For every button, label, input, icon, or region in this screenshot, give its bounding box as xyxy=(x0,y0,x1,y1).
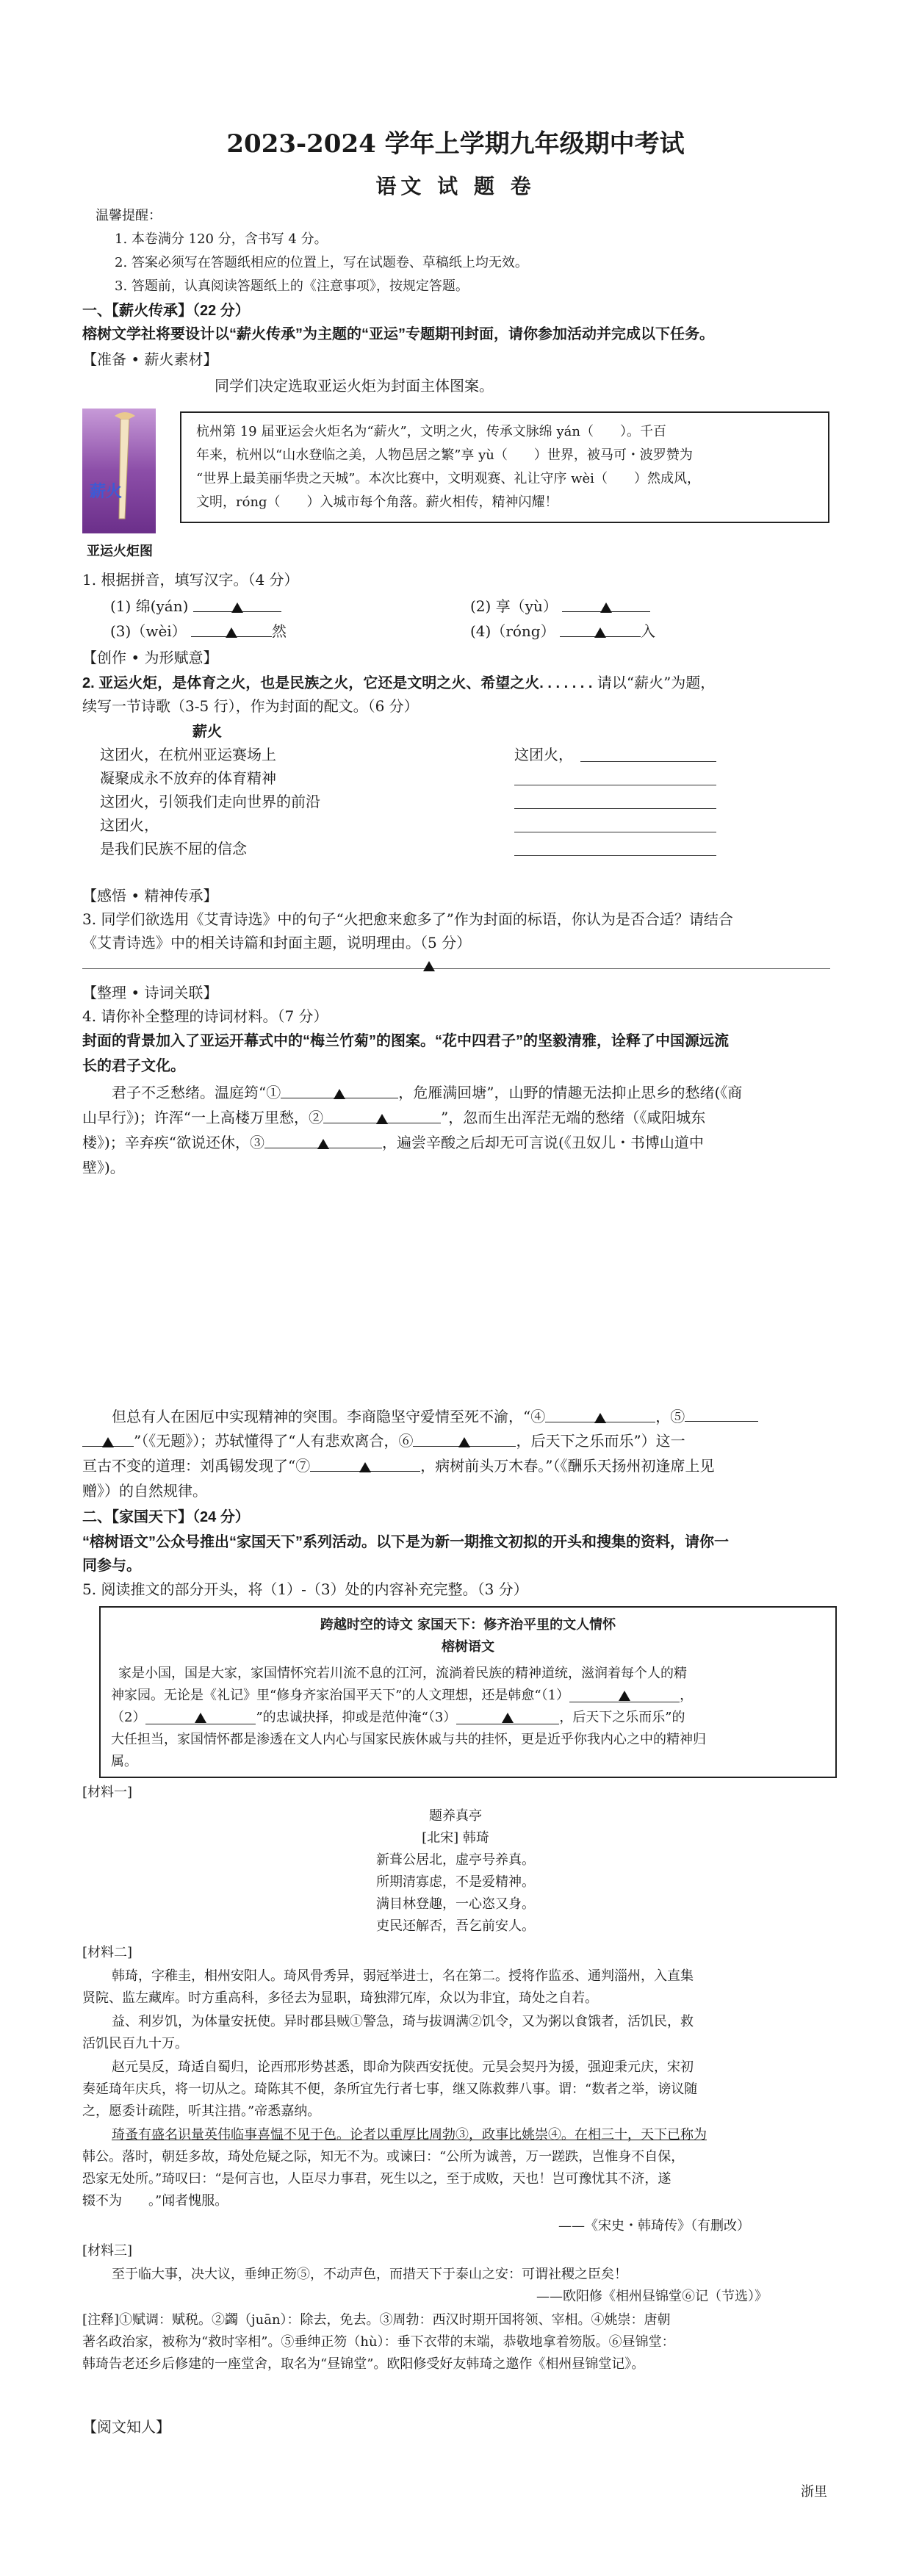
poem-answer-line[interactable] xyxy=(580,761,716,762)
box-line: 杭州第 19 届亚运会火炬名为“薪火”，文明之火，传承文脉绵 yán（ ）。千百 xyxy=(196,424,666,439)
answer-blank[interactable] xyxy=(193,597,281,612)
question-2 xyxy=(82,673,715,693)
material-2-line: 贤院、监左藏库。时方重高科，多径去为显职，琦独滞冗库，众以为非宜，琦处之自若。 xyxy=(82,1990,598,2006)
exam-title: 2023-2024 学年上学期九年级期中考试 xyxy=(226,129,685,159)
text: 君子不乏愁绪。温庭筠“① xyxy=(112,1084,281,1101)
answer-blank[interactable] xyxy=(191,622,272,637)
triangle-icon xyxy=(502,1713,514,1723)
triangle-icon xyxy=(423,958,435,972)
article-line: 大任担当，家国情怀都是渗透在文人内心与国家民族休戚与共的挂怀，更是近乎你我内心之中的精神归 xyxy=(111,1732,706,1747)
answer-blank[interactable] xyxy=(82,1431,134,1447)
material-2-line: 韩琦，字稚圭，相州安阳人。琦风骨秀异，弱冠举进士，名在第二。授将作监丞、通判淄州，入直集 xyxy=(112,1968,694,1984)
article-author: 榕树语文 xyxy=(442,1639,494,1655)
triangle-icon xyxy=(600,602,612,613)
question-2-cont: 续写一节诗歌（3-5 行），作为封面的配文。（6 分） xyxy=(82,697,419,715)
triangle-icon xyxy=(226,627,237,638)
text: 山早行》)；许浑“一上高楼万里愁，② xyxy=(82,1109,324,1126)
notes-line: 韩琦告老还乡后修建的一座堂舍，取名为“昼锦堂”。欧阳修受好友韩琦之邀作《相州昼锦堂记》。 xyxy=(82,2356,645,2372)
box-line: 文明，róng（ ）入城市每个角落。薪火相传，精神闪耀！ xyxy=(196,494,558,510)
triangle-icon xyxy=(195,1713,206,1723)
q1-item-label: (2) 享（yù） xyxy=(470,597,558,615)
q1-item-2 xyxy=(470,597,650,616)
triangle-icon xyxy=(317,1139,329,1149)
q1-item-suffix: 入 xyxy=(640,622,655,640)
question-3: 3. 同学们欲选用《艾青诗选》中的句子“火把愈来愈多了”作为封面的标语，你认为是否合适？请结合 xyxy=(82,910,733,928)
text: 神家园。无论是《礼记》里“修身齐家治国平天下”的人文理想，还是韩愈“（1） xyxy=(111,1688,570,1703)
next-section-label: 【阅文知人】 xyxy=(82,2418,170,2436)
question-2-tail: 请以“薪火”为题， xyxy=(592,674,716,691)
poem-blank-line xyxy=(82,1133,704,1152)
answer-blank[interactable] xyxy=(545,1407,655,1422)
poem-line: 是我们民族不屈的信念 xyxy=(100,840,247,857)
article-line: 家是小国，国是大家，家国情怀究若川流不息的江河，流淌着民族的精神道统，滋润着每个人的精 xyxy=(118,1666,687,1681)
text: 亘古不变的道理：刘禹锡发现了“⑦ xyxy=(82,1457,311,1475)
question-5: 5. 阅读推文的部分开头，将（1）-（3）处的内容补充完整。（3 分） xyxy=(82,1580,528,1598)
poem-right-start: 这团火， xyxy=(514,746,573,763)
text: ”的忠诚抉择，抑或是范仲淹“（3） xyxy=(256,1710,457,1725)
material-2-line: 之，愿委计疏陛，听其注措。”帝悉嘉纳。 xyxy=(82,2104,321,2119)
triangle-icon xyxy=(102,1437,114,1447)
q4-intro: 封面的背景加入了亚运开幕式中的“梅兰竹菊”的图案。“花中四君子”的坚毅清雅，诠释了中国源远流 xyxy=(82,1033,729,1049)
material-1-title: 题养真亭 xyxy=(429,1808,482,1824)
poem-blank-line xyxy=(82,1431,685,1450)
torch-image xyxy=(82,409,156,533)
material-2-source: ——《宋史・韩琦传》（有删改） xyxy=(558,2218,750,2234)
notice-item: 3. 答题前，认真阅读答题纸上的《注意事项》，按规定答题。 xyxy=(115,278,469,294)
q4-intro-cont: 长的君子文化。 xyxy=(82,1058,185,1074)
triangle-icon xyxy=(619,1691,630,1701)
material-2-label: [材料二] xyxy=(82,1945,133,1960)
poem-title: 薪火 xyxy=(192,722,222,740)
footer-region: 浙里 xyxy=(801,2484,827,2500)
material-2-line: 恐家无处所。”琦叹曰：“是何言也，人臣尽力事君，死生以之，至于成败，天也！岂可豫忧其不济，遂 xyxy=(82,2171,671,2187)
section1-heading: 一、【薪火传承】（22 分） xyxy=(82,303,250,319)
triangle-icon xyxy=(334,1089,345,1099)
poem-blank-line xyxy=(82,1456,714,1475)
answer-blank[interactable] xyxy=(456,1709,559,1724)
section2-heading: 二、【家国天下】（24 分） xyxy=(82,1509,250,1525)
material-3-label: [材料三] xyxy=(82,2243,133,2259)
poem-blank-line xyxy=(112,1083,742,1102)
notes-line: [注释]①赋调：赋税。②蠲（juān）：除去，免去。③周勃：西汉时期开国将领、宰相。④姚崇：唐朝 xyxy=(82,2312,671,2328)
poem-line: 凝聚成永不放弃的体育精神 xyxy=(100,769,276,787)
box-line: “世界上最美丽华贵之天城”。本次比赛中，文明观赛、礼让守序 wèi（ ）然成风， xyxy=(196,471,700,486)
material-2-line: 奏延琦年庆兵，将一切从之。琦陈其不便，条所宜先行者七事，继又陈救葬八事。谓：“数者之举，谤议随 xyxy=(82,2082,698,2097)
poem-line: 新葺公居北，虚亭号养真。 xyxy=(376,1852,535,1868)
poem-answer-line[interactable] xyxy=(514,855,716,856)
notice-heading: 温馨提醒： xyxy=(96,208,162,223)
text: 但总有人在困厄中实现精神的突围。李商隐坚守爱情至死不渝，“④ xyxy=(112,1408,546,1425)
question-3-cont: 《艾青诗选》中的相关诗篇和封面主题，说明理由。（5 分） xyxy=(82,934,472,951)
triangle-icon xyxy=(376,1114,388,1124)
poem-blank-line xyxy=(112,1406,758,1426)
answer-line[interactable] xyxy=(82,968,830,969)
feel-label: 【感悟 • 精神传承】 xyxy=(82,887,218,904)
material-2-line: 益、利岁饥，为体量安抚使。异时郡县贼①警急，琦与拔调满②饥令，又为粥以食饿者，活饥民，救 xyxy=(112,2014,694,2029)
notice-item: 2. 答案必须写在答题纸相应的位置上，写在试题卷、草稿纸上均无效。 xyxy=(115,255,528,270)
article-line xyxy=(111,1709,685,1727)
material-1-label: [材料一] xyxy=(82,1785,133,1800)
material-2-line: 辍不为 。”闻者愧服。 xyxy=(82,2193,228,2209)
material-2-line: 韩公。落时，朝廷多故，琦处危疑之际，知无不为。或谏曰：“公所为诚善，万一蹉跌，岂惟身不自保， xyxy=(82,2149,685,2165)
triangle-icon xyxy=(458,1437,470,1447)
text: ，危雁满回塘”，山野的情趣无法抑止思乡的愁绪(《商 xyxy=(398,1084,743,1101)
question-4: 4. 请你补全整理的诗词材料。（7 分） xyxy=(82,1007,328,1025)
torch-caption: 亚运火炬图 xyxy=(87,544,153,558)
q1-item-1 xyxy=(110,597,281,616)
section2-intro: “榕树语文”公众号推出“家国天下”系列活动。以下是为新一期推文初拟的开头和搜集的资料，请你一 xyxy=(82,1534,729,1550)
question-2-bold: 2. 亚运火炬，是体育之火，也是民族之火，它还是文明之火、希望之火. . . . . . . xyxy=(82,675,593,691)
poem-line: 吏民还解否，吾乞前安人。 xyxy=(376,1918,535,1934)
answer-blank[interactable] xyxy=(281,1083,398,1098)
answer-blank[interactable] xyxy=(264,1133,382,1148)
q1-item-3 xyxy=(110,622,287,641)
question-1: 1. 根据拼音，填写汉字。（4 分） xyxy=(82,571,299,589)
text: ，病树前头万木春。”（《酬乐天扬州初逢席上见 xyxy=(420,1457,715,1475)
material-label: 【准备 • 薪火素材】 xyxy=(82,350,218,368)
material-3-line: 至于临大事，决大议，垂绅正笏⑤，不动声色，而措天下于泰山之安：可谓社稷之臣矣！ xyxy=(112,2267,627,2282)
poem-blank-line xyxy=(82,1108,705,1127)
exam-subtitle: 语文 试 题 卷 xyxy=(375,174,536,198)
article-line: 属。 xyxy=(111,1754,137,1769)
create-label: 【创作 • 为形赋意】 xyxy=(82,649,218,666)
q1-item-label: (1) 绵(yán) xyxy=(110,597,189,615)
text: 楼》)；辛弃疾“欲说还休，③ xyxy=(82,1134,265,1151)
notes-line: 著名政治家，被称为“救时宰相”。⑤垂绅正笏（hù）：垂下衣带的末端，恭敬地拿着笏版。⑥昼锦堂： xyxy=(82,2334,675,2350)
answer-blank[interactable] xyxy=(562,597,650,612)
poem-line: 满目林登趣，一心恣又身。 xyxy=(376,1896,535,1912)
answer-blank[interactable] xyxy=(310,1456,420,1472)
q1-item-4 xyxy=(470,622,655,641)
article-box xyxy=(99,1606,837,1778)
answer-blank[interactable] xyxy=(569,1687,680,1702)
text: ”，忽而生出浑茫无端的愁绪（《咸阳城东 xyxy=(441,1109,706,1126)
poem-blank-line-end: 壁》)。 xyxy=(82,1159,125,1176)
text: ，⑤ xyxy=(655,1408,685,1425)
answer-blank[interactable] xyxy=(323,1108,441,1123)
text: ，遍尝辛酸之后却无可言说(《丑奴儿・书博山道中 xyxy=(382,1134,704,1151)
box-line: 年来，杭州以“山水登临之美，人物邑居之繁”享 yù（ ）世界，被马可・波罗赞为 xyxy=(196,447,693,463)
material-1-author: [北宋] 韩琦 xyxy=(422,1830,489,1846)
poem-line: 这团火，引领我们走向世界的前沿 xyxy=(100,793,320,810)
material-3-source: ——欧阳修《相州昼锦堂⑥记（节选）》 xyxy=(536,2289,768,2304)
torch-logo: 薪火 xyxy=(90,482,123,500)
text: ，后天下之乐而乐”）这一 xyxy=(516,1432,685,1450)
material-2-line: 活饥民百九十万。 xyxy=(82,2036,188,2051)
poem-line: 所期清寡虑，不是爱精神。 xyxy=(376,1874,535,1890)
torch-info-box xyxy=(180,411,829,523)
section1-intro: 榕树文学社将要设计以“薪火传承”为主题的“亚运”专题期刊封面，请你参加活动并完成以下任务。 xyxy=(82,326,714,342)
answer-blank[interactable] xyxy=(685,1406,758,1422)
answer-blank[interactable] xyxy=(560,622,641,637)
material-2-line-underlined: 琦蚤有盛名识量英伟临事喜愠不见于色。论者以重厚比周勃③，政事比姚崇④。在相三十，天下已称为 xyxy=(112,2127,707,2143)
poem-line: 这团火，在杭州亚运赛场上 xyxy=(100,746,276,763)
triangle-icon xyxy=(359,1462,371,1472)
material-text: 同学们决定选取亚运火炬为封面主体图案。 xyxy=(215,377,494,395)
q1-item-label: (4)（róng） xyxy=(470,622,555,640)
triangle-icon xyxy=(594,1413,606,1423)
org-label: 【整理 • 诗词关联】 xyxy=(82,984,218,1001)
text: ，后天下之乐而乐”的 xyxy=(559,1710,685,1725)
notice-item: 1. 本卷满分 120 分，含书写 4 分。 xyxy=(115,231,328,247)
q1-item-suffix: 然 xyxy=(272,622,287,640)
article-line: 神家园。无论是《礼记》里“修身齐家治国平天下”的人文理想，还是韩愈“（1） ， xyxy=(111,1688,694,1703)
text: ”（《无题》）；苏轼懂得了“人有悲欢离合，⑥ xyxy=(134,1432,414,1450)
article-title: 跨越时空的诗文 家国天下：修齐治平里的文人情怀 xyxy=(320,1617,616,1633)
q1-item-label: (3)（wèi） xyxy=(110,622,187,640)
triangle-icon xyxy=(231,602,243,613)
poem-blank-line-end: 赠》）的自然规律。 xyxy=(82,1482,207,1500)
answer-blank[interactable] xyxy=(413,1431,516,1447)
torch-icon xyxy=(82,409,156,533)
answer-blank[interactable] xyxy=(145,1709,256,1724)
text: （2） xyxy=(111,1710,146,1725)
material-2-line: 赵元昊反，琦适自蜀归，论西邢形势甚悉，即命为陕西安抚使。元昊会契丹为援，强迎秉元庆，宋初 xyxy=(112,2059,694,2075)
poem-answer-line[interactable] xyxy=(514,808,716,809)
section2-intro-cont: 同参与。 xyxy=(82,1558,141,1574)
poem-line: 这团火， xyxy=(100,816,159,834)
triangle-icon xyxy=(594,627,606,638)
